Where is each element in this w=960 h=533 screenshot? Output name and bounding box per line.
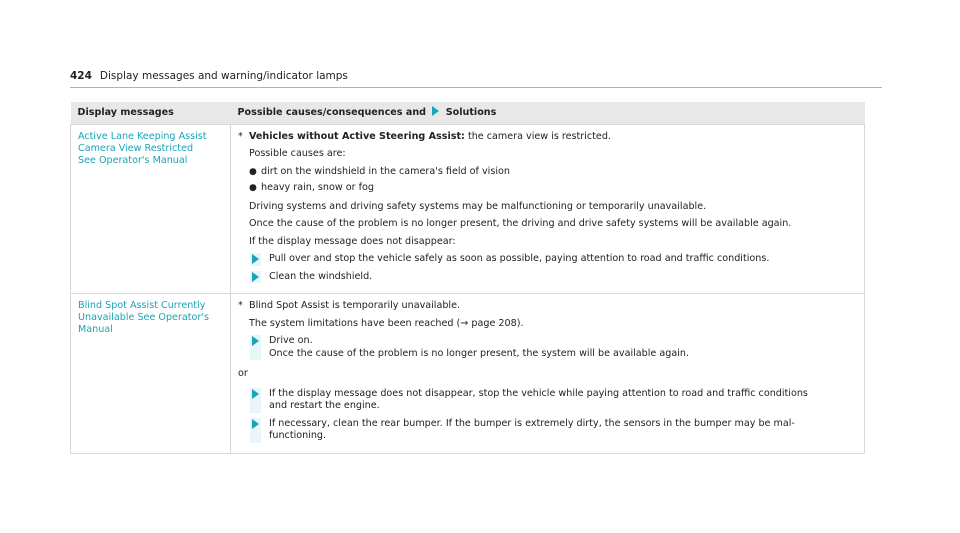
cause-lead-text: Blind Spot Assist is temporarily unavailable. [249, 300, 461, 311]
indent-spacer [238, 383, 249, 447]
column-header-display-messages: Display messages [71, 102, 231, 124]
cause-body [249, 300, 857, 364]
possible-causes-label: Possible causes are: [249, 148, 346, 159]
cause-body [249, 131, 857, 288]
bullet-icon: ● [249, 166, 257, 177]
message-line: Manual [78, 324, 113, 335]
table-header-row [71, 102, 865, 124]
action-bar [250, 418, 261, 443]
action-line: If necessary, clean the rear bumper. If the bumper is extremely dirty, the sensors in the bumper may be mal- [269, 417, 795, 429]
column-header-causes-solutions [231, 102, 865, 124]
action-arrow-icon [252, 336, 259, 346]
list-item-text: heavy rain, snow or fog [261, 182, 374, 193]
action-bar [250, 388, 261, 413]
message-line: Blind Spot Assist Currently [78, 300, 206, 311]
action-arrow-icon [252, 272, 259, 282]
action-step [249, 253, 857, 266]
column-header-causes-label: Possible causes/consequences and [237, 107, 427, 118]
table-row [71, 294, 865, 454]
limitations-text: The system limitations have been reached (→ page 208). [249, 317, 524, 329]
action-bar [250, 335, 261, 360]
causes-solutions-cell [231, 294, 865, 454]
message-line: See Operator's Manual [78, 154, 188, 166]
cause-lead [249, 131, 857, 144]
action-text: Pull over and stop the vehicle safely as soon as possible, paying attention to road and traffic conditions. [269, 253, 770, 264]
cause-marker: * [238, 130, 243, 142]
action-line: functioning. [269, 430, 327, 441]
action-text [269, 388, 857, 413]
action-text: Clean the windshield. [269, 270, 373, 282]
action-text [269, 418, 857, 443]
action-step [249, 418, 857, 443]
cause-lead-text: the camera view is restricted. [464, 130, 611, 142]
list-item-text: dirt on the windshield in the camera's field of vision [261, 165, 510, 177]
action-line: and restart the engine. [269, 400, 380, 411]
list-item [249, 182, 857, 195]
action-text [269, 335, 857, 360]
action-step [249, 388, 857, 413]
action-arrow-icon [252, 389, 259, 399]
cause-body [249, 383, 857, 447]
action-line: If the display message does not disappear, stop the vehicle while paying attention to road and traffic conditions [269, 387, 808, 399]
action-arrow-icon [252, 419, 259, 429]
page-header [70, 70, 882, 82]
message-line: Camera View Restricted [78, 142, 194, 154]
header-divider [70, 87, 882, 88]
or-separator: or [238, 368, 248, 379]
cause-block [238, 131, 857, 288]
table-row [71, 124, 865, 294]
page-number: 424 [70, 70, 92, 82]
action-bar [250, 253, 261, 266]
page-title: Display messages and warning/indicator lamps [99, 70, 348, 82]
action-step [249, 335, 857, 360]
paragraph: Driving systems and driving safety systems may be malfunctioning or temporarily unavailable. [249, 200, 707, 212]
list-item [249, 166, 857, 179]
paragraph: Once the cause of the problem is no longer present, the driving and drive safety systems will be available again. [249, 218, 792, 229]
message-line: Unavailable See Operator's [78, 312, 209, 323]
action-arrow-icon [252, 254, 259, 264]
display-message-cell [71, 124, 231, 294]
bullet-icon: ● [249, 183, 257, 193]
column-header-solutions-label: Solutions [445, 107, 497, 118]
solution-arrow-icon [432, 106, 439, 116]
cause-block [238, 300, 857, 364]
action-step [249, 271, 857, 284]
cause-marker: * [238, 300, 243, 311]
paragraph: If the display message does not disappear: [249, 235, 456, 247]
display-messages-table [70, 102, 865, 454]
action-line: Once the cause of the problem is no longer present, the system will be available again. [269, 347, 690, 359]
vehicle-variant-label: Vehicles without Active Steering Assist: [249, 130, 465, 142]
action-bar [250, 271, 261, 284]
display-message-cell [71, 294, 231, 454]
message-line: Active Lane Keeping Assist [78, 130, 207, 142]
action-line: Drive on. [269, 335, 313, 346]
causes-solutions-cell [231, 124, 865, 294]
cause-block [238, 383, 857, 447]
